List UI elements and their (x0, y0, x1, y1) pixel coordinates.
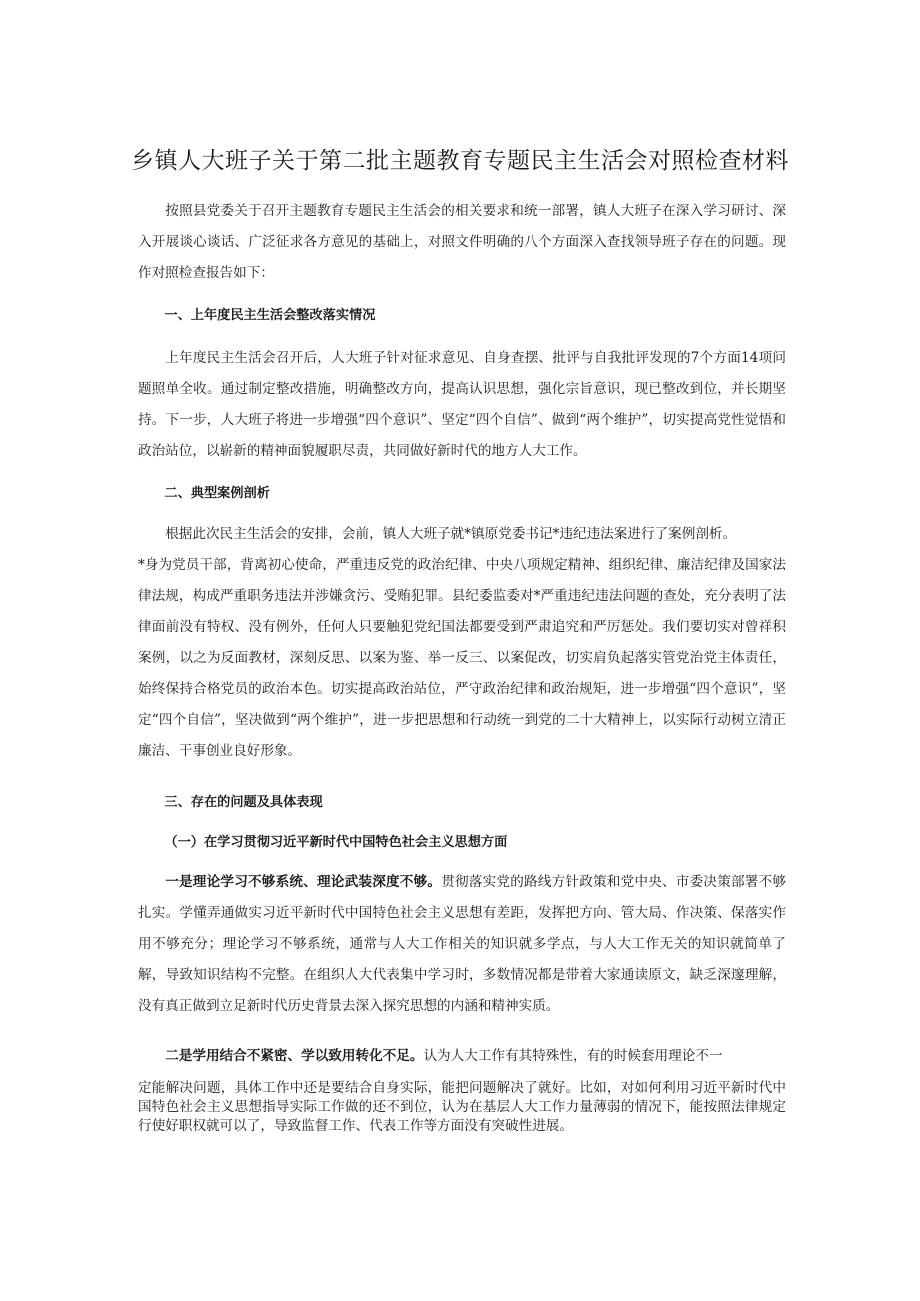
section3-item2-rest: 定能解决问题，具体工作中还是要结合自身实际，能把问题解决了就好。比如，对如何利用习近平新时代中国特色社会主义思想指导实际工作做的还不到位，认为在基层人大工作力量薄弱的情况下，能按照法律规定行使好职权就可以了，导致监督工作、代表工作等方面没有突破性进展。 (138, 1080, 786, 1134)
section3-item2-first-line (138, 1041, 786, 1072)
intro-paragraph: 按照县党委关于召开主题教育专题民主生活会的相关要求和统一部署，镇人大班子在深入学习研讨、深入开展谈心谈话、广泛征求各方意见的基础上，对照文件明确的八个方面深入查找领导班子存在的问题。现作对照检查报告如下： (138, 203, 786, 281)
section2-heading: 二、典型案例剖析 (164, 486, 270, 501)
item1-body: 贯彻落实党的路线方针政策和党中央、市委决策部署不够扎实。学懂弄通做实习近平新时代中国特色社会主义思想有差距，发挥把方向、管大局、作决策、保落实作用不够充分；理论学习不够系统，通常与人大工作相关的知识就多学点，与人大工作无关的知识就简单了解，导致知识结构不完整。在组织人大代表集中学习时，多数情况都是带着大家通读原文，缺乏深邃理解，没有真正做到立足新时代历史背景去深入探究思想的内涵和精神实质。 (138, 874, 787, 1014)
section3-heading: 三、存在的问题及具体表现 (164, 795, 323, 810)
section2-paragraph-rest: *身为党员干部，背离初心使命，严重违反党的政治纪律、中央八项规定精神、组织纪律、廉洁纪律及国家法律法规，构成严重职务违法并涉嫌贪污、受贿犯罪。县纪委监委对*严重违纪违法问题的查处，充分表明了法律面前没有特权、没有例外，任何人只要触犯党纪国法都要受到严肃追究和严厉惩处。我们要切实对曾祥积案例，以之为反面教材，深刻反思、以案为鉴、举一反三、以案促改，切实肩负起落实管党治党主体责任，始终保持合格党员的政治本色。切实提高政治站位，严守政治纪律和政治规矩，进一步增强“四个意识”，坚定“四个自信”，坚决做到“两个维护”，进一步把思想和行动统一到党的二十大精神上，以实际行动树立清正廉洁、干事创业良好形象。 (138, 557, 786, 759)
item2-body-first: 认为人大工作有其特殊性，有的时候套用理论不一 (423, 1048, 723, 1064)
section2-paragraph-first-line: 根据此次民主生活会的安排，会前，镇人大班子就*镇原党委书记*违纪违法案进行了案例剖析。 (165, 526, 737, 542)
document-title: 乡镇人大班子关于第二批主题教育专题民主生活会对照检查材料 (131, 148, 789, 174)
section1-heading: 一、上年度民主生活会整改落实情况 (164, 308, 376, 323)
item2-lead: 二是学用结合不紧密、学以致用转化不足。 (165, 1048, 424, 1064)
section3-sub1-heading: （一）在学习贯彻习近平新时代中国特色社会主义思想方面 (164, 835, 508, 850)
section1-paragraph: 上年度民主生活会召开后，人大班子针对征求意见、自身查摆、批评与自我批评发现的7个方面14项问题照单全收。通过制定整改措施，明确整改方向，提高认识思想，强化宗旨意识，现已整改到位，并长期坚持。下一步，人大班子将进一步增强“四个意识”、坚定“四个自信”、做到“两个维护”，切实提高党性觉悟和政治站位，以崭新的精神面貌履职尽责，共同做好新时代的地方人大工作。 (138, 350, 786, 459)
item1-lead: 一是理论学习不够系统、理论武装深度不够。 (165, 874, 442, 890)
section3-item1-paragraph (138, 867, 786, 1022)
